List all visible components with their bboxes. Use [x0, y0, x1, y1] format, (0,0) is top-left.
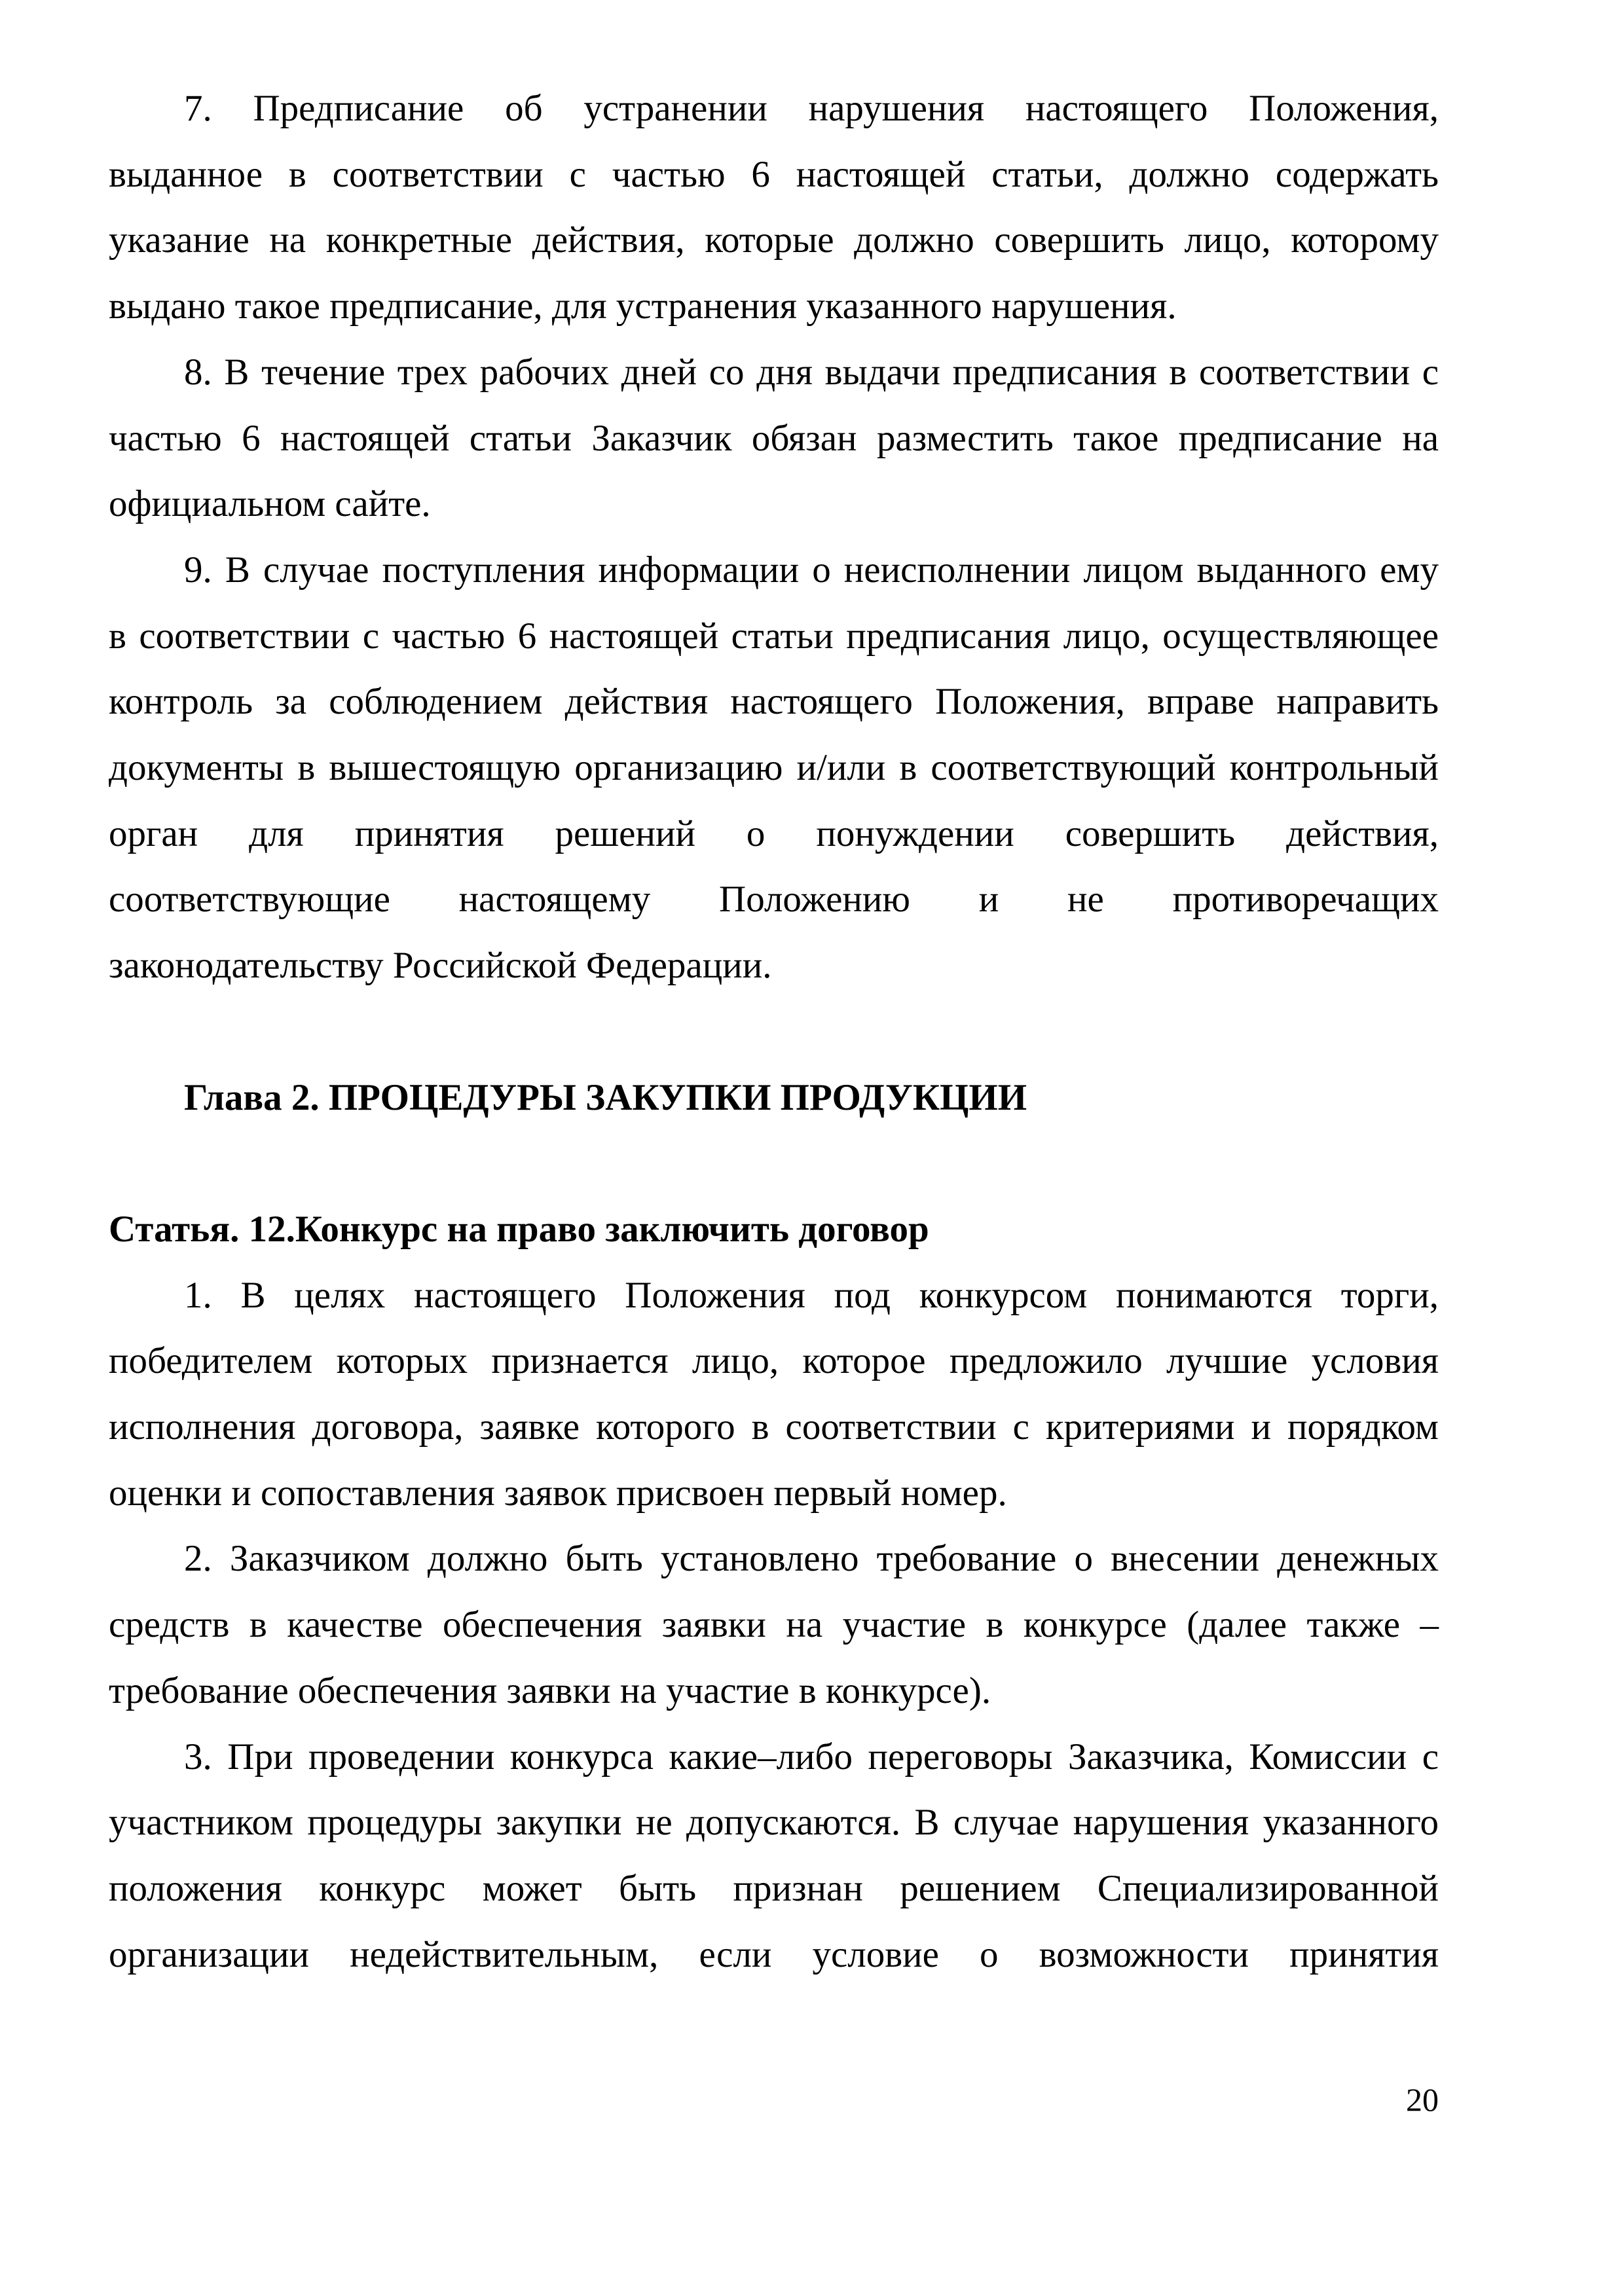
text-line: Глава 2. ПРОЦЕДУРЫ ЗАКУПКИ ПРОДУКЦИИ: [184, 1076, 1027, 1118]
document-body: [109, 76, 1439, 1988]
paragraph-spacer: [109, 999, 1439, 1065]
text-line: организации недействительным, если условие о возможности принятия: [109, 1933, 1439, 1975]
text-line: контроль за соблюдением действия настоящего Положения, вправе направить: [109, 681, 1439, 723]
text-line: частью 6 настоящей статьи Заказчик обязан разместить такое предписание на: [109, 417, 1439, 459]
text-line: требование обеспечения заявки на участие в конкурсе).: [109, 1669, 991, 1711]
text-line: положения конкурс может быть признан решением Специализированной: [109, 1867, 1439, 1909]
text-line: указание на конкретные действия, которые должно совершить лицо, которому: [109, 219, 1439, 261]
text-line: участником процедуры закупки не допускаются. В случае нарушения указанного: [109, 1802, 1439, 1844]
paragraph: [109, 1197, 1439, 1263]
text-line: в соответствии с частью 6 настоящей статьи предписания лицо, осуществляющее: [109, 615, 1439, 657]
paragraph: [109, 1065, 1439, 1131]
paragraph: [109, 1263, 1439, 1527]
text-line: исполнения договора, заявке которого в соответствии с критериями и порядком: [109, 1406, 1439, 1448]
text-line: выдано такое предписание, для устранения указанного нарушения.: [109, 285, 1177, 327]
text-line: 8. В течение трех рабочих дней со дня выдачи предписания в соответствии с: [184, 351, 1439, 393]
text-line: законодательству Российской Федерации.: [109, 945, 772, 987]
text-line: соответствующие настоящему Положению и не противоречащих: [109, 879, 1439, 920]
paragraph: [109, 1526, 1439, 1724]
paragraph: [109, 340, 1439, 538]
text-line: 2. Заказчиком должно быть установлено требование о внесении денежных: [184, 1538, 1439, 1580]
text-line: выданное в соответствии с частью 6 настоящей статьи, должно содержать: [109, 153, 1439, 195]
paragraph: [109, 76, 1439, 340]
text-line: 9. В случае поступления информации о неисполнении лицом выданного ему: [184, 549, 1439, 591]
text-line: 7. Предписание об устранении нарушения настоящего Положения,: [184, 88, 1439, 129]
text-line: победителем которых признается лицо, которое предложило лучшие условия: [109, 1340, 1439, 1382]
paragraph-spacer: [109, 1131, 1439, 1197]
text-line: орган для принятия решений о понуждении совершить действия,: [109, 812, 1439, 854]
paragraph: [109, 538, 1439, 999]
text-line: средств в качестве обеспечения заявки на участие в конкурсе (далее также –: [109, 1604, 1439, 1646]
paragraph: [109, 1724, 1439, 1988]
text-line: 3. При проведении конкурса какие–либо переговоры Заказчика, Комиссии с: [184, 1736, 1439, 1777]
page-number: 20: [1406, 2081, 1439, 2118]
text-line: документы в вышестоящую организацию и/или в соответствующий контрольный: [109, 747, 1439, 789]
text-line: официальном сайте.: [109, 483, 431, 525]
text-line: Статья. 12.Конкурс на право заключить договор: [109, 1208, 929, 1250]
text-line: 1. В целях настоящего Положения под конкурсом понимаются торги,: [184, 1274, 1439, 1316]
text-line: оценки и сопоставления заявок присвоен первый номер.: [109, 1472, 1007, 1514]
